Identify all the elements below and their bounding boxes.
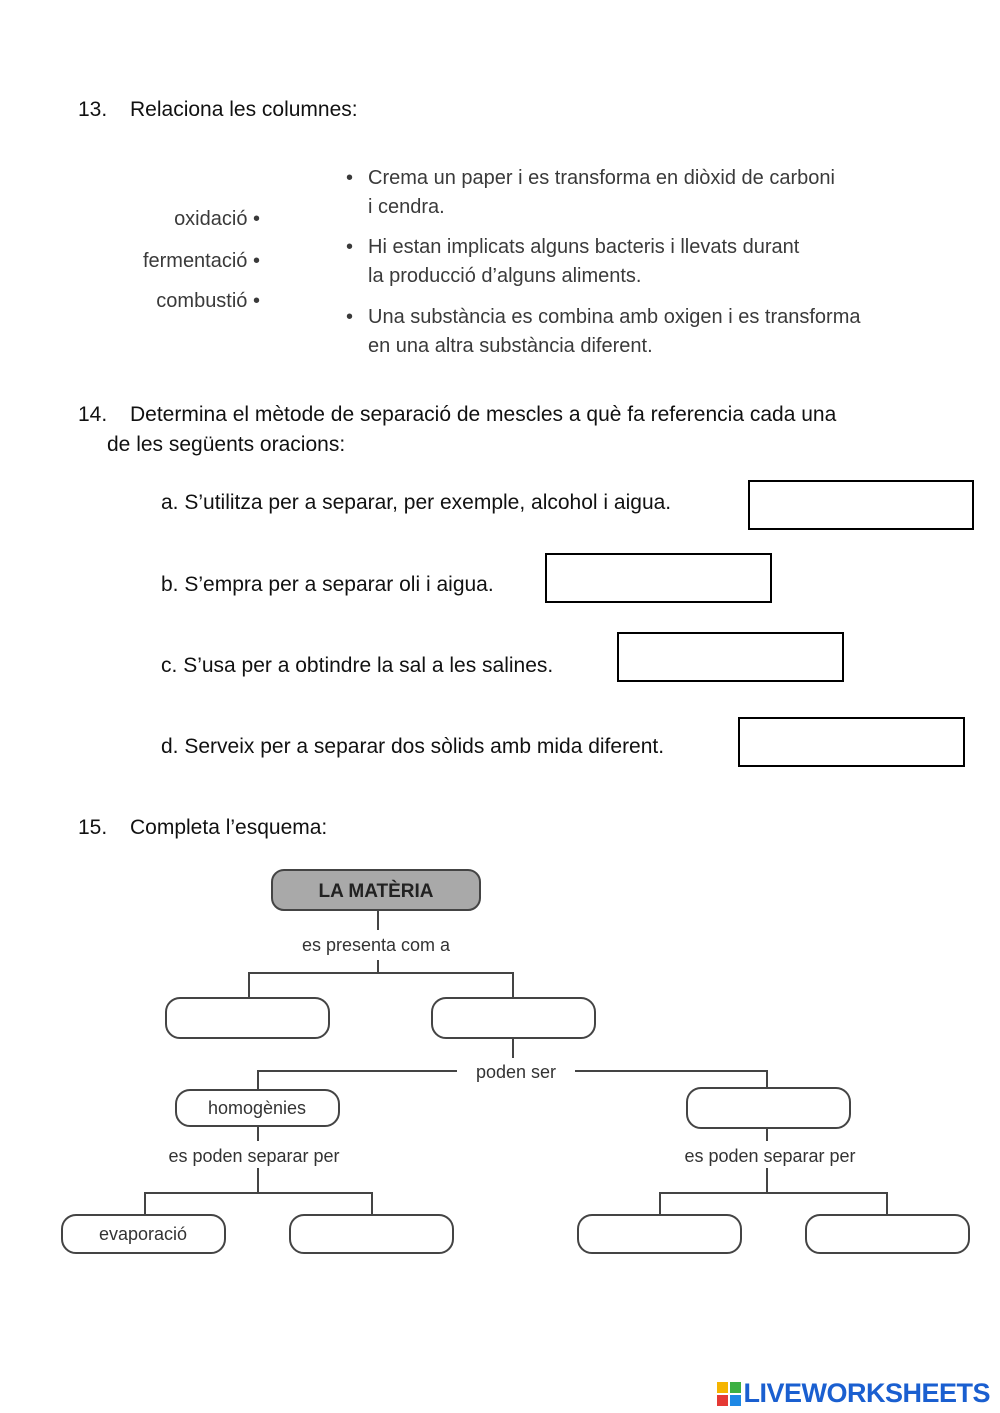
bullet: • (346, 306, 354, 328)
q14-item-c-letter: c. (161, 654, 178, 677)
root-node-label: LA MATÈRIA (318, 881, 434, 902)
q14-item-b-text: S’empra per a separar oli i aigua. (184, 573, 494, 596)
homogeneous-node-label: homogènies (207, 1098, 307, 1118)
q14-item-c-text: S’usa per a obtindre la sal a les salines. (183, 654, 554, 677)
link-separar-right: es poden separar per (684, 1146, 856, 1166)
blank-node-right[interactable] (432, 998, 595, 1038)
q13-left-item-combustion[interactable]: combustió • (156, 290, 260, 312)
q13-title: Relaciona les columnes: (130, 98, 358, 121)
q13-right-item-2-line2: la producció d’alguns aliments. (368, 265, 642, 287)
q14-item-b-letter: b. (161, 573, 179, 596)
q14-title-line2: de les següents oracions: (107, 433, 346, 456)
q13-right-item-3-line1: Una substància es combina amb oxigen i es transforma (368, 306, 861, 328)
q13-right-item-2-line1: Hi estan implicats alguns bacteris i llevats durant (368, 236, 800, 258)
connector (660, 1193, 887, 1215)
evaporation-node-label: evaporació (98, 1224, 188, 1244)
logo-grid-icon (717, 1382, 741, 1406)
link-es-presenta: es presenta com a (301, 935, 451, 955)
q13-number: 13. (78, 98, 108, 121)
q15-number: 15. (78, 816, 108, 839)
liveworksheets-logo[interactable] (717, 1378, 990, 1409)
link-poden-ser: poden ser (475, 1062, 557, 1082)
bullet: • (346, 167, 354, 189)
q15-title: Completa l’esquema: (130, 816, 328, 839)
connector (145, 1193, 372, 1215)
q14-item-a-text: S’utilitza per a separar, per exemple, alcohol i aigua. (184, 491, 672, 514)
q13-left-item-fermentation[interactable]: fermentació • (142, 250, 260, 272)
connector (575, 1071, 767, 1088)
blank-node-left-method[interactable] (290, 1215, 453, 1253)
blank-node-right-method-1[interactable] (578, 1215, 741, 1253)
q13-left-item-oxidation[interactable]: oxidació • (174, 208, 260, 230)
q13-right-item-3-line2: en una altra substància diferent. (368, 335, 653, 357)
q13-right-item-1-line2: i cendra. (368, 196, 445, 218)
link-separar-left: es poden separar per (168, 1146, 340, 1166)
q14-title-line1: Determina el mètode de separació de mescles a què fa referencia cada una (130, 403, 837, 426)
q14-item-d-letter: d. (161, 735, 179, 758)
q14-number: 14. (78, 403, 108, 426)
blank-node-left[interactable] (166, 998, 329, 1038)
connector (249, 973, 513, 998)
connector (258, 1071, 457, 1090)
blank-node-right-method-2[interactable] (806, 1215, 969, 1253)
bullet: • (346, 236, 354, 258)
blank-node-heterogeneous[interactable] (687, 1088, 850, 1128)
q14-item-d-text: Serveix per a separar dos sòlids amb mida diferent. (184, 735, 665, 758)
q14-item-a-letter: a. (161, 491, 179, 514)
q13-right-item-1-line1: Crema un paper i es transforma en diòxid de carboni (368, 167, 835, 189)
logo-text: LIVEWORKSHEETS (743, 1378, 990, 1408)
